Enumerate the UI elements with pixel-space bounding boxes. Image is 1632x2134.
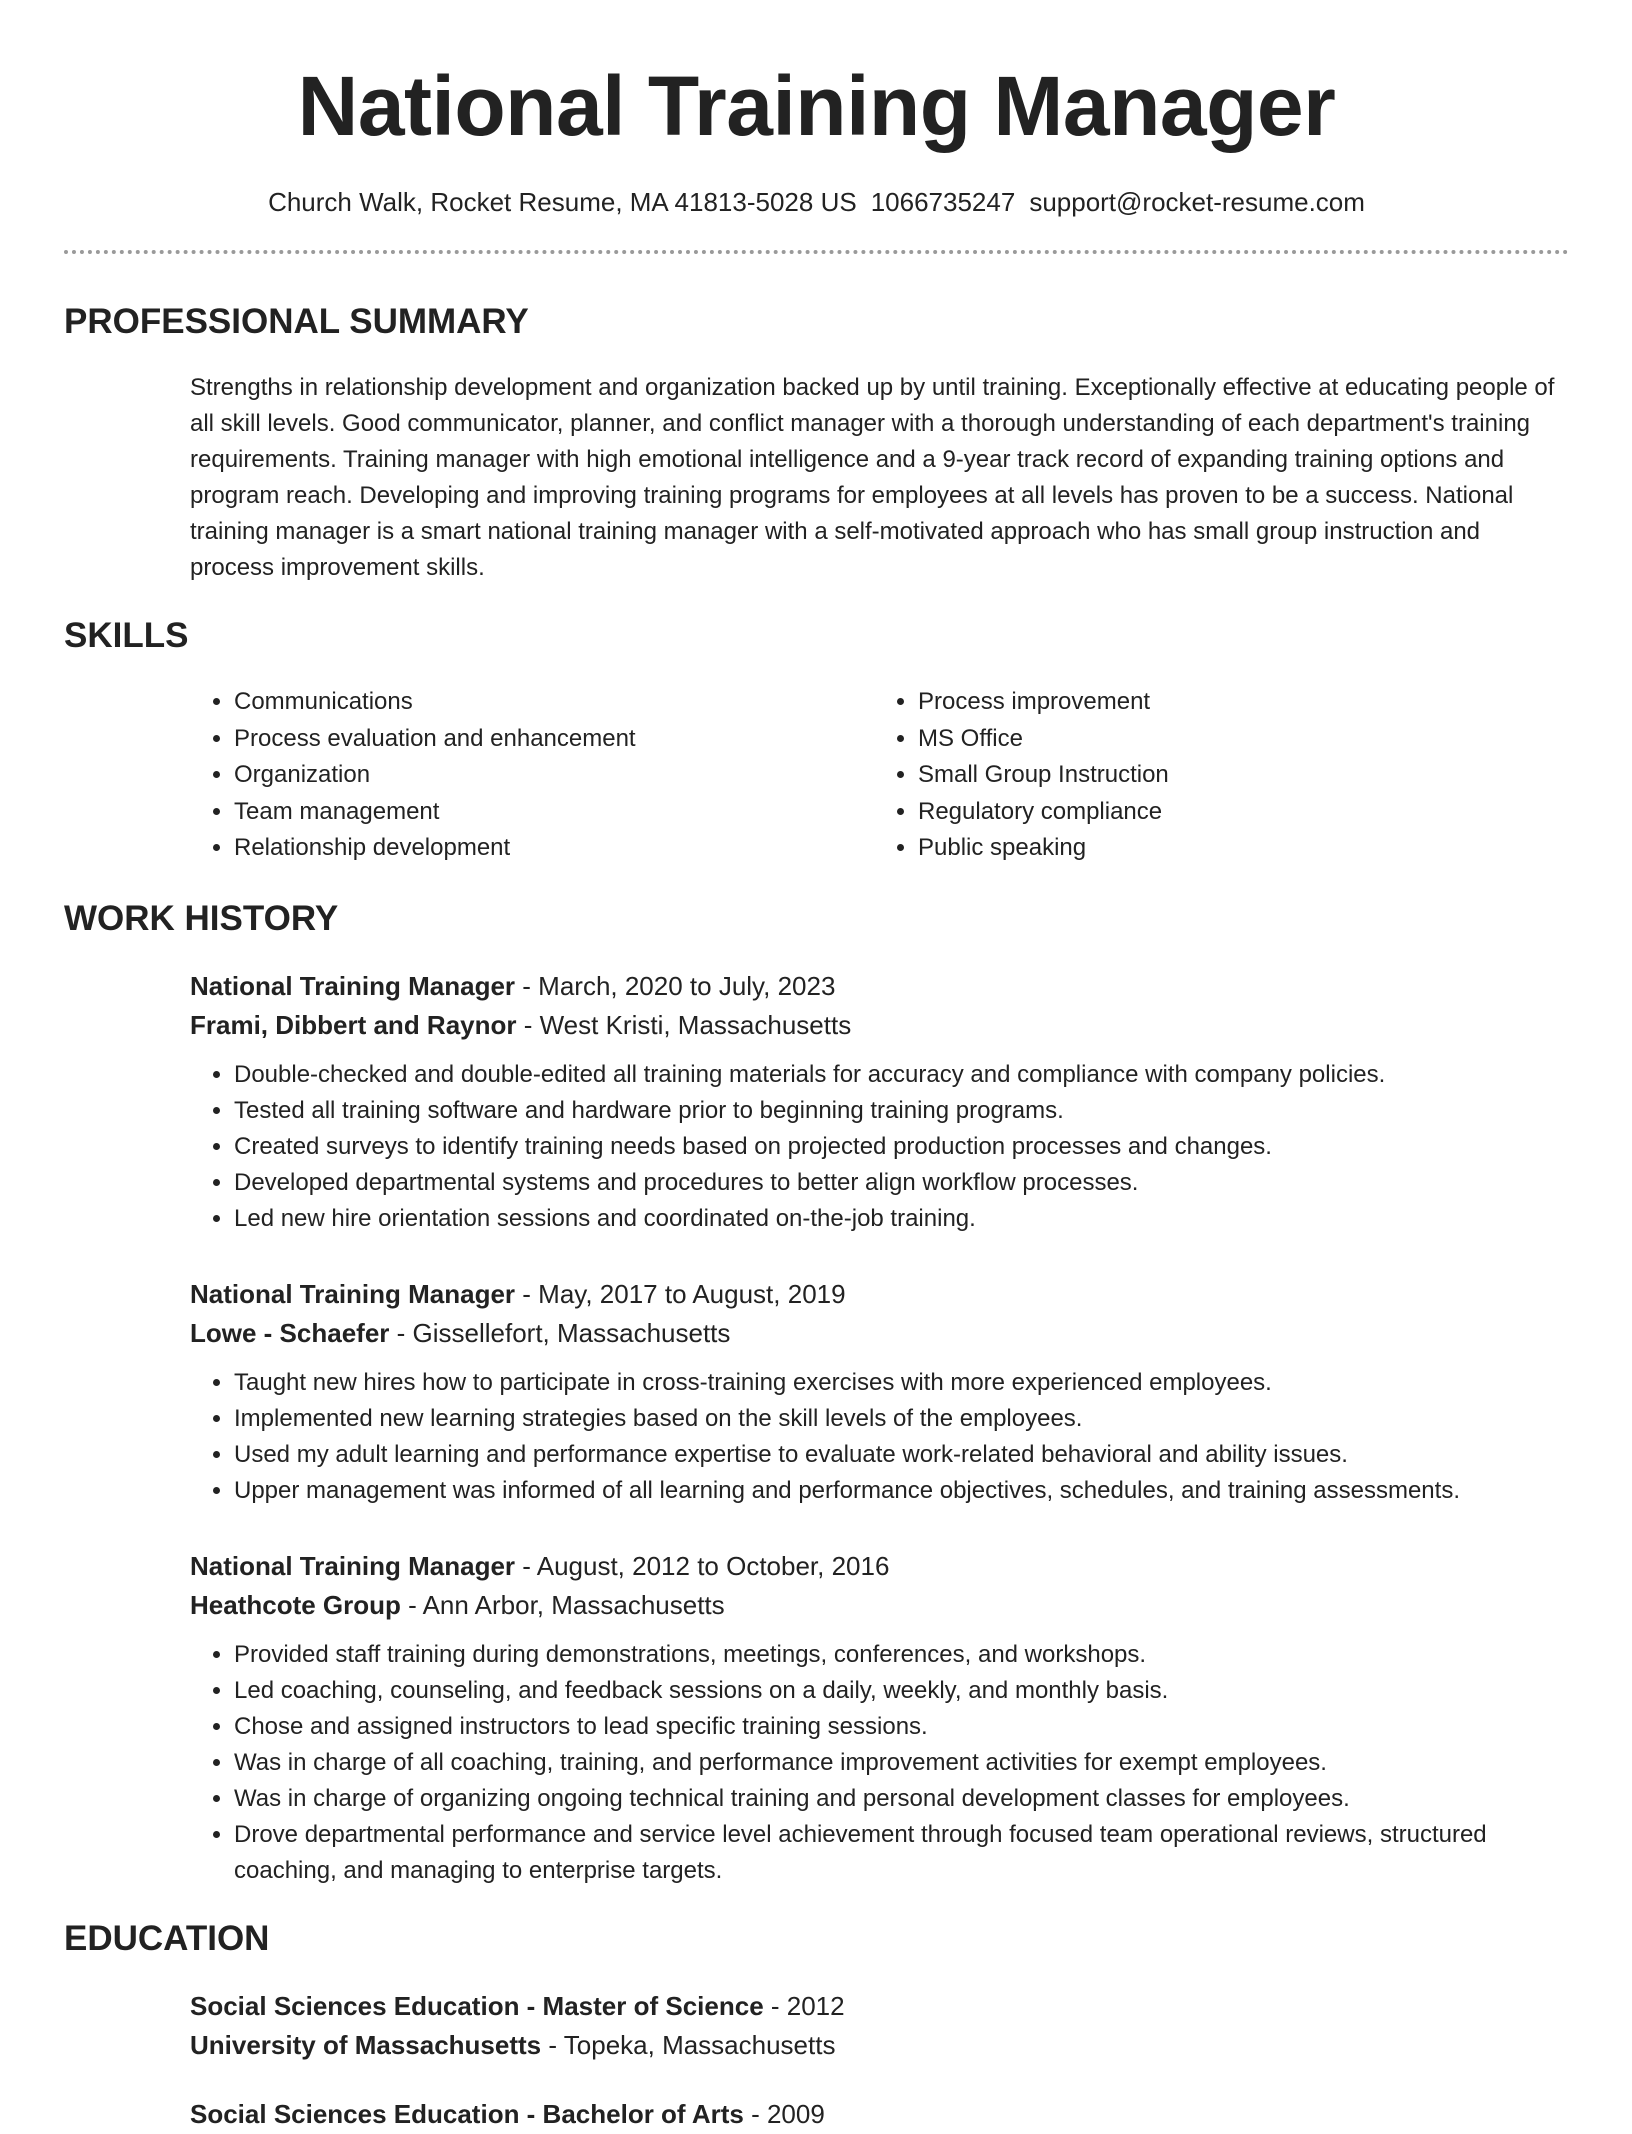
skills-list-right — [874, 684, 1169, 867]
job-company-line — [190, 1006, 1569, 1045]
contact-email[interactable]: support@rocket-resume.com — [1029, 187, 1365, 217]
job-bullet: • Created surveys to identify training needs based on projected production processes and changes. — [234, 1129, 1569, 1165]
job-bullet: • Chose and assigned instructors to lead specific training sessions. — [234, 1709, 1569, 1745]
education-year: - 2009 — [743, 2098, 825, 2129]
contact-line — [64, 186, 1569, 218]
job-entry — [190, 967, 1569, 1237]
skills-heading: SKILLS — [64, 616, 189, 655]
education-location: - Topeka, Massachusetts — [541, 2029, 836, 2060]
job-bullet: • Double-checked and double-edited all training materials for accuracy and compliance with company policies. — [234, 1057, 1569, 1093]
skill-item: • Regulatory compliance — [918, 794, 1169, 831]
job-bullet: • Was in charge of all coaching, training, and performance improvement activities for exempt employees. — [234, 1745, 1569, 1781]
job-title-line — [190, 967, 1569, 1006]
education-degree: Social Sciences Education - Bachelor of Arts — [190, 2098, 744, 2129]
job-bullet: • Implemented new learning strategies based on the skill levels of the employees. — [234, 1401, 1569, 1437]
job-bullet: • Used my adult learning and performance expertise to evaluate work-related behavioral and ability issues. — [234, 1437, 1569, 1473]
skill-item: • Public speaking — [918, 830, 1169, 867]
skill-item: • Process evaluation and enhancement — [234, 721, 874, 758]
job-entry — [190, 1547, 1569, 1889]
skill-item: • Team management — [234, 794, 874, 831]
job-location: - Ann Arbor, Massachusetts — [400, 1589, 725, 1620]
resume-name: National Training Manager — [297, 59, 1336, 153]
job-role: National Training Manager — [190, 1550, 516, 1581]
job-company: Heathcote Group — [190, 1589, 401, 1620]
job-bullet: • Led new hire orientation sessions and coordinated on-the-job training. — [234, 1201, 1569, 1237]
skills-list-left — [190, 684, 874, 867]
job-dates: - August, 2012 to October, 2016 — [515, 1550, 890, 1581]
skill-item: • Relationship development — [234, 830, 874, 867]
job-bullets — [190, 1057, 1569, 1237]
resume-page — [64, 0, 1569, 2134]
job-bullet: • Tested all training software and hardware prior to beginning training programs. — [234, 1093, 1569, 1129]
skill-item: • Process improvement — [918, 684, 1169, 721]
job-title-line — [190, 1547, 1569, 1586]
skill-item: • MS Office — [918, 721, 1169, 758]
job-title-line — [190, 1275, 1569, 1314]
summary-heading: PROFESSIONAL SUMMARY — [64, 302, 529, 341]
job-bullet: • Was in charge of organizing ongoing technical training and personal development classes for employees. — [234, 1781, 1569, 1817]
header-divider — [64, 250, 1569, 254]
contact-phone: 1066735247 — [870, 187, 1016, 217]
skill-item: • Communications — [234, 684, 874, 721]
job-bullet: • Drove departmental performance and service level achievement through focused team operational reviews, structured coaching, and managing to enterprise targets. — [234, 1817, 1569, 1889]
job-location: - Gissellefort, Massachusetts — [389, 1317, 731, 1348]
work-history-section — [64, 899, 1569, 1889]
job-bullets — [190, 1637, 1569, 1889]
job-location: - West Kristi, Massachusetts — [516, 1009, 852, 1040]
job-bullet: • Provided staff training during demonstrations, meetings, conferences, and workshops. — [234, 1637, 1569, 1673]
job-bullet: • Taught new hires how to participate in cross-training exercises with more experienced employees. — [234, 1365, 1569, 1401]
skill-item: • Organization — [234, 757, 874, 794]
job-role: National Training Manager — [190, 1278, 516, 1309]
work-history-heading: WORK HISTORY — [64, 898, 339, 938]
education-school: University of Massachusetts — [190, 2029, 542, 2060]
skills-section — [64, 616, 1569, 867]
job-dates: - May, 2017 to August, 2019 — [515, 1278, 846, 1309]
job-bullet: • Developed departmental systems and procedures to better align workflow processes. — [234, 1165, 1569, 1201]
education-entry — [190, 1987, 1569, 2065]
job-bullet: • Upper management was informed of all learning and performance objectives, schedules, and training assessments. — [234, 1473, 1569, 1509]
job-company-line — [190, 1586, 1569, 1625]
job-company-line — [190, 1314, 1569, 1353]
education-section — [64, 1919, 1569, 2134]
education-year: - 2012 — [763, 1990, 845, 2021]
job-company: Frami, Dibbert and Raynor — [190, 1009, 517, 1040]
education-heading: EDUCATION — [64, 1918, 270, 1958]
job-bullet: • Led coaching, counseling, and feedback sessions on a daily, weekly, and monthly basis. — [234, 1673, 1569, 1709]
education-entry — [190, 2095, 1569, 2134]
job-role: National Training Manager — [190, 970, 516, 1001]
education-degree-line — [190, 2095, 1569, 2134]
education-school-line — [190, 2026, 1569, 2065]
education-degree: Social Sciences Education - Master of Science — [190, 1990, 764, 2021]
job-entry — [190, 1275, 1569, 1509]
contact-address: Church Walk, Rocket Resume, MA 41813-5028 US — [268, 187, 857, 217]
job-dates: - March, 2020 to July, 2023 — [515, 970, 836, 1001]
job-bullets — [190, 1365, 1569, 1509]
skill-item: • Small Group Instruction — [918, 757, 1169, 794]
job-company: Lowe - Schaefer — [190, 1317, 390, 1348]
skills-columns — [190, 684, 1569, 867]
education-degree-line — [190, 1987, 1569, 2026]
summary-section — [64, 302, 1569, 586]
summary-text: Strengths in relationship development and organization backed up by until training. Exceptionally effective at educating people of all skill levels. Good communicator, planner, and conflict manager with a thorough understanding of each department's training requirements. Training manager with high emotional intelligence and a 9-year track record of expanding training options and program reach. Developing and improving training programs for employees at all levels has proven to be a success. National training manager is a smart national training manager with a self-motivated approach who has small group instruction and process improvement skills. — [190, 374, 1555, 581]
